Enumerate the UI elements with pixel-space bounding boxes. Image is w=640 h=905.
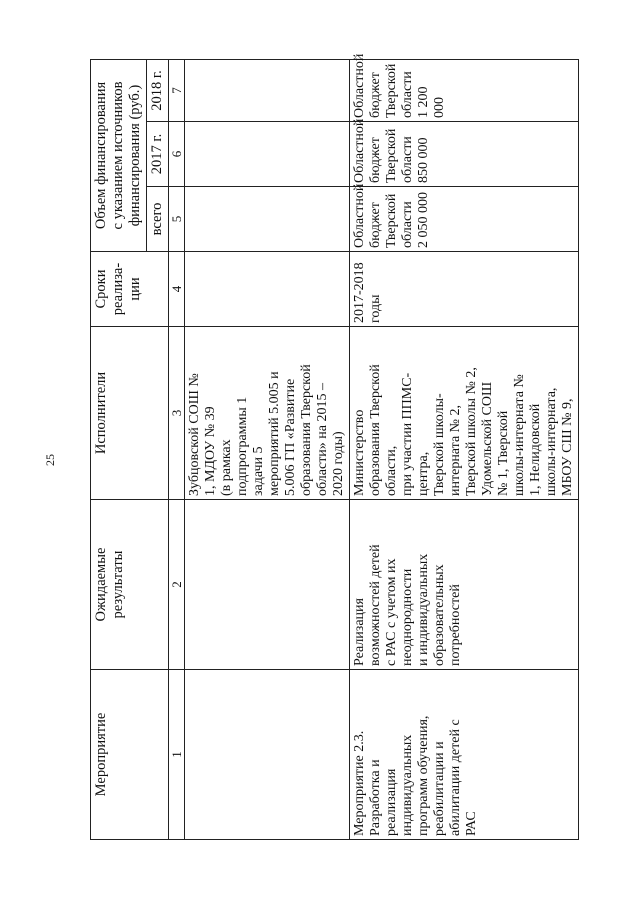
column-number: 1 <box>169 670 185 840</box>
column-number: 7 <box>169 59 185 121</box>
column-number: 2 <box>169 500 185 670</box>
cell-2018 <box>185 59 350 121</box>
cell-total <box>185 187 350 252</box>
funding-table <box>90 53 579 840</box>
header-2018: 2018 г. <box>147 59 169 121</box>
header-activity: Мероприятие <box>91 670 169 840</box>
cell-executors: Зубцовской СОШ № 1, МДОУ № 39 (в рамках подпрограммы 1 задачи 5 мероприятий 5.005 и 5.006 ГП «Развитие образования Тверской области» на 2015 – 2020 годы) <box>185 327 350 500</box>
header-2017: 2017 г. <box>147 122 169 187</box>
cell-activity: Мероприятие 2.3. Разработка и реализация индивидуальных программ обучения, реабилитации и абилитации детей с РАС <box>350 670 579 840</box>
header-executors: Исполнители <box>91 327 169 500</box>
column-number: 5 <box>169 187 185 252</box>
cell-2018: Областной бюджет Тверской области 1 200 000 <box>350 59 579 121</box>
table-row <box>185 59 350 839</box>
header-results: Ожидаемые результаты <box>91 500 169 670</box>
header-total: всего <box>147 187 169 252</box>
cell-results <box>185 500 350 670</box>
cell-period <box>185 252 350 327</box>
header-period: Сроки реализа- ции <box>91 252 169 327</box>
column-number: 3 <box>169 327 185 500</box>
column-number: 4 <box>169 252 185 327</box>
cell-2017 <box>185 122 350 187</box>
column-number-row <box>169 59 185 839</box>
cell-2017: Областной бюджет Тверской области 850 000 <box>350 122 579 187</box>
table-row <box>350 59 579 839</box>
rotated-table-container <box>90 53 575 840</box>
column-number: 6 <box>169 122 185 187</box>
cell-results: Реализация возможностей детей с РАС с учетом их неоднородности и индивидуальных образовательных потребностей <box>350 500 579 670</box>
cell-activity <box>185 670 350 840</box>
page-number: 25 <box>43 454 57 466</box>
header-funding: Объем финансирования с указанием источников финансирования (руб.) <box>91 59 147 251</box>
cell-period: 2017-2018 годы <box>350 252 579 327</box>
cell-total: Областной бюджет Тверской области 2 050 000 <box>350 187 579 252</box>
cell-executors: Министерство образования Тверской области, при участии ППМС- центра, Тверской школы- интерната № 2, Тверской школы № 2, Удомельской СОШ № 1, Тверской школы-интерната № 1, Нелидовской школы-интерната, МБОУ СШ № 9, <box>350 327 579 500</box>
